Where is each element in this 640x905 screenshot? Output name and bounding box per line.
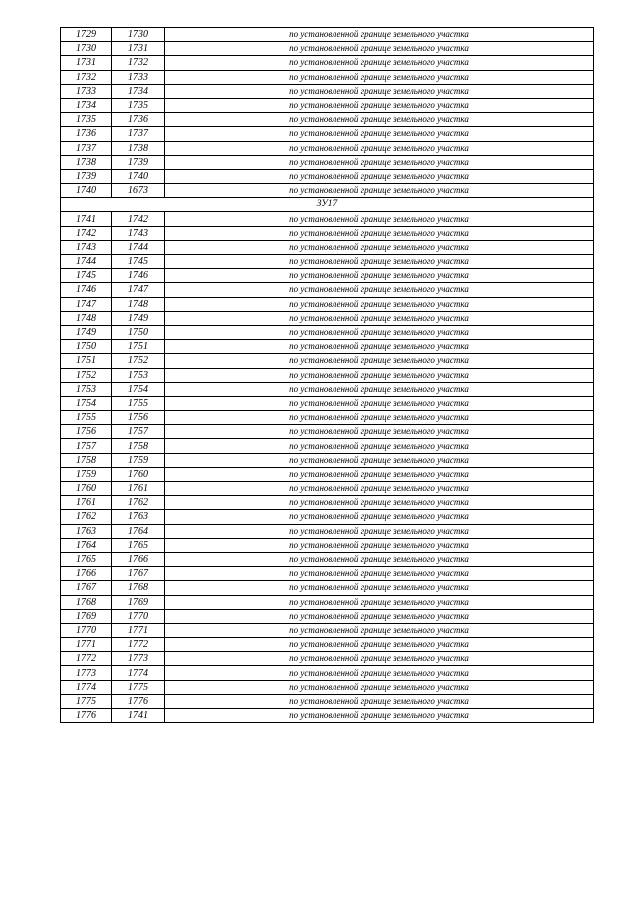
table-row <box>61 411 594 425</box>
boundary-description: по установленной границе земельного участка <box>165 439 594 453</box>
table-row <box>61 127 594 141</box>
point-from: 1771 <box>61 638 112 652</box>
point-from: 1740 <box>61 184 112 198</box>
point-from: 1748 <box>61 311 112 325</box>
boundary-description: по установленной границе земельного участка <box>165 467 594 481</box>
point-from: 1746 <box>61 283 112 297</box>
point-from: 1775 <box>61 694 112 708</box>
boundary-description: по установленной границе земельного участка <box>165 567 594 581</box>
point-from: 1772 <box>61 652 112 666</box>
point-from: 1743 <box>61 240 112 254</box>
point-from: 1734 <box>61 98 112 112</box>
table-row <box>61 709 594 723</box>
point-to: 1731 <box>112 42 165 56</box>
boundary-description: по установленной границе земельного участка <box>165 609 594 623</box>
table-row <box>61 666 594 680</box>
table-row <box>61 567 594 581</box>
point-to: 1745 <box>112 255 165 269</box>
point-from: 1776 <box>61 709 112 723</box>
table-row <box>61 42 594 56</box>
boundary-description: по установленной границе земельного участка <box>165 84 594 98</box>
point-from: 1758 <box>61 453 112 467</box>
point-from: 1770 <box>61 623 112 637</box>
boundary-description: по установленной границе земельного участка <box>165 595 594 609</box>
boundary-description: по установленной границе земельного участка <box>165 666 594 680</box>
point-to: 1750 <box>112 325 165 339</box>
point-to: 1762 <box>112 496 165 510</box>
boundary-description: по установленной границе земельного участка <box>165 411 594 425</box>
boundary-description: по установленной границе земельного участка <box>165 524 594 538</box>
boundary-description: по установленной границе земельного участка <box>165 169 594 183</box>
boundary-description: по установленной границе земельного участка <box>165 652 594 666</box>
point-from: 1755 <box>61 411 112 425</box>
point-from: 1769 <box>61 609 112 623</box>
point-to: 1764 <box>112 524 165 538</box>
point-to: 1759 <box>112 453 165 467</box>
boundary-description: по установленной границе земельного участка <box>165 127 594 141</box>
boundary-description: по установленной границе земельного участка <box>165 623 594 637</box>
boundary-description: по установленной границе земельного участка <box>165 56 594 70</box>
point-from: 1763 <box>61 524 112 538</box>
boundary-description: по установленной границе земельного участка <box>165 496 594 510</box>
point-to: 1748 <box>112 297 165 311</box>
table-row <box>61 382 594 396</box>
table-row <box>61 113 594 127</box>
table-row <box>61 56 594 70</box>
point-to: 1767 <box>112 567 165 581</box>
point-from: 1757 <box>61 439 112 453</box>
boundary-description: по установленной границе земельного участка <box>165 354 594 368</box>
table-row <box>61 184 594 198</box>
boundary-description: по установленной границе земельного участка <box>165 538 594 552</box>
boundary-description: по установленной границе земельного участка <box>165 510 594 524</box>
table-row <box>61 84 594 98</box>
point-from: 1764 <box>61 538 112 552</box>
point-from: 1754 <box>61 396 112 410</box>
table-row <box>61 638 594 652</box>
boundary-description: по установленной границе земельного участка <box>165 340 594 354</box>
table-row <box>61 98 594 112</box>
point-to: 1772 <box>112 638 165 652</box>
point-from: 1735 <box>61 113 112 127</box>
point-to: 1746 <box>112 269 165 283</box>
point-from: 1750 <box>61 340 112 354</box>
boundary-description: по установленной границе земельного участка <box>165 98 594 112</box>
boundary-description: по установленной границе земельного участка <box>165 482 594 496</box>
table-row <box>61 269 594 283</box>
point-to: 1734 <box>112 84 165 98</box>
point-from: 1762 <box>61 510 112 524</box>
point-to: 1756 <box>112 411 165 425</box>
point-to: 1673 <box>112 184 165 198</box>
table-row <box>61 467 594 481</box>
point-to: 1740 <box>112 169 165 183</box>
table-row <box>61 581 594 595</box>
section-label: ЗУ17 <box>61 198 594 212</box>
point-from: 1732 <box>61 70 112 84</box>
point-to: 1755 <box>112 396 165 410</box>
point-from: 1774 <box>61 680 112 694</box>
table-row <box>61 226 594 240</box>
table-row <box>61 169 594 183</box>
point-to: 1732 <box>112 56 165 70</box>
boundary-description: по установленной границе земельного участка <box>165 297 594 311</box>
point-to: 1776 <box>112 694 165 708</box>
point-from: 1745 <box>61 269 112 283</box>
table-row <box>61 453 594 467</box>
point-to: 1766 <box>112 552 165 566</box>
point-to: 1747 <box>112 283 165 297</box>
point-from: 1756 <box>61 425 112 439</box>
boundary-table <box>60 27 594 723</box>
point-from: 1765 <box>61 552 112 566</box>
boundary-table-body <box>61 28 594 723</box>
table-row <box>61 396 594 410</box>
point-to: 1765 <box>112 538 165 552</box>
point-to: 1753 <box>112 368 165 382</box>
table-row <box>61 425 594 439</box>
point-from: 1766 <box>61 567 112 581</box>
point-to: 1744 <box>112 240 165 254</box>
point-to: 1730 <box>112 28 165 42</box>
boundary-description: по установленной границе земельного участка <box>165 638 594 652</box>
table-row <box>61 141 594 155</box>
point-to: 1771 <box>112 623 165 637</box>
boundary-description: по установленной границе земельного участка <box>165 226 594 240</box>
boundary-description: по установленной границе земельного участка <box>165 283 594 297</box>
boundary-description: по установленной границе земельного участка <box>165 325 594 339</box>
table-row <box>61 212 594 226</box>
point-from: 1733 <box>61 84 112 98</box>
point-to: 1768 <box>112 581 165 595</box>
point-from: 1739 <box>61 169 112 183</box>
point-to: 1758 <box>112 439 165 453</box>
boundary-description: по установленной границе земельного участка <box>165 212 594 226</box>
point-from: 1768 <box>61 595 112 609</box>
point-from: 1744 <box>61 255 112 269</box>
table-row <box>61 538 594 552</box>
point-from: 1767 <box>61 581 112 595</box>
table-row <box>61 354 594 368</box>
table-row <box>61 694 594 708</box>
point-from: 1752 <box>61 368 112 382</box>
table-row <box>61 496 594 510</box>
point-to: 1757 <box>112 425 165 439</box>
boundary-description: по установленной границе земельного участка <box>165 425 594 439</box>
table-row <box>61 439 594 453</box>
table-row <box>61 255 594 269</box>
boundary-description: по установленной границе земельного участка <box>165 396 594 410</box>
table-row <box>61 552 594 566</box>
table-row <box>61 340 594 354</box>
point-to: 1751 <box>112 340 165 354</box>
boundary-description: по установленной границе земельного участка <box>165 552 594 566</box>
boundary-description: по установленной границе земельного участка <box>165 70 594 84</box>
point-from: 1760 <box>61 482 112 496</box>
point-from: 1741 <box>61 212 112 226</box>
table-row <box>61 311 594 325</box>
point-to: 1774 <box>112 666 165 680</box>
point-from: 1730 <box>61 42 112 56</box>
table-row <box>61 623 594 637</box>
point-from: 1742 <box>61 226 112 240</box>
point-to: 1743 <box>112 226 165 240</box>
point-from: 1761 <box>61 496 112 510</box>
point-from: 1747 <box>61 297 112 311</box>
point-from: 1729 <box>61 28 112 42</box>
boundary-description: по установленной границе земельного участка <box>165 382 594 396</box>
point-from: 1736 <box>61 127 112 141</box>
boundary-description: по установленной границе земельного участка <box>165 581 594 595</box>
table-row <box>61 510 594 524</box>
point-to: 1749 <box>112 311 165 325</box>
table-row <box>61 240 594 254</box>
point-to: 1742 <box>112 212 165 226</box>
table-row <box>61 70 594 84</box>
boundary-description: по установленной границе земельного участка <box>165 184 594 198</box>
boundary-description: по установленной границе земельного участка <box>165 42 594 56</box>
boundary-description: по установленной границе земельного участка <box>165 255 594 269</box>
section-row <box>61 198 594 212</box>
table-row <box>61 595 594 609</box>
table-row <box>61 325 594 339</box>
table-row <box>61 28 594 42</box>
table-row <box>61 297 594 311</box>
point-from: 1737 <box>61 141 112 155</box>
point-to: 1735 <box>112 98 165 112</box>
boundary-description: по установленной границе земельного участка <box>165 680 594 694</box>
boundary-description: по установленной границе земельного участка <box>165 113 594 127</box>
point-from: 1751 <box>61 354 112 368</box>
boundary-description: по установленной границе земельного участка <box>165 453 594 467</box>
point-to: 1737 <box>112 127 165 141</box>
boundary-description: по установленной границе земельного участка <box>165 240 594 254</box>
table-row <box>61 155 594 169</box>
point-to: 1763 <box>112 510 165 524</box>
point-to: 1760 <box>112 467 165 481</box>
point-to: 1754 <box>112 382 165 396</box>
table-row <box>61 283 594 297</box>
point-from: 1759 <box>61 467 112 481</box>
table-row <box>61 482 594 496</box>
point-to: 1775 <box>112 680 165 694</box>
point-to: 1752 <box>112 354 165 368</box>
point-to: 1769 <box>112 595 165 609</box>
boundary-description: по установленной границе земельного участка <box>165 694 594 708</box>
boundary-description: по установленной границе земельного участка <box>165 141 594 155</box>
table-row <box>61 609 594 623</box>
point-to: 1739 <box>112 155 165 169</box>
table-row <box>61 652 594 666</box>
boundary-description: по установленной границе земельного участка <box>165 28 594 42</box>
point-to: 1773 <box>112 652 165 666</box>
boundary-description: по установленной границе земельного участка <box>165 368 594 382</box>
table-row <box>61 524 594 538</box>
point-to: 1770 <box>112 609 165 623</box>
table-row <box>61 680 594 694</box>
boundary-description: по установленной границе земельного участка <box>165 311 594 325</box>
point-to: 1736 <box>112 113 165 127</box>
table-row <box>61 368 594 382</box>
boundary-description: по установленной границе земельного участка <box>165 269 594 283</box>
point-to: 1733 <box>112 70 165 84</box>
point-from: 1753 <box>61 382 112 396</box>
point-to: 1761 <box>112 482 165 496</box>
point-from: 1749 <box>61 325 112 339</box>
point-from: 1738 <box>61 155 112 169</box>
point-to: 1738 <box>112 141 165 155</box>
boundary-description: по установленной границе земельного участка <box>165 709 594 723</box>
boundary-description: по установленной границе земельного участка <box>165 155 594 169</box>
point-to: 1741 <box>112 709 165 723</box>
point-from: 1773 <box>61 666 112 680</box>
point-from: 1731 <box>61 56 112 70</box>
